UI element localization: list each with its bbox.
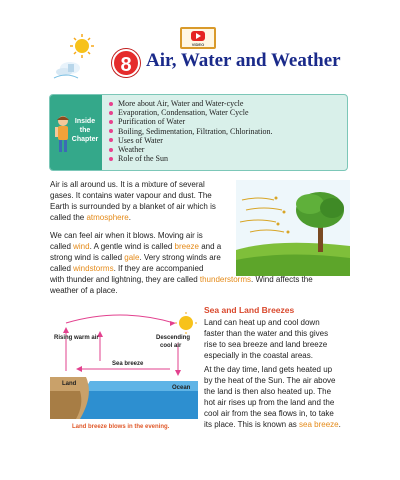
- text-line: cool air from the sea flows in, to take: [204, 409, 334, 418]
- topic-item: Uses of Water: [108, 136, 272, 145]
- term-atmosphere: atmosphere: [86, 213, 129, 222]
- term-thunderstorms: thunderstorms: [199, 275, 252, 284]
- diagram-label-ocean: Ocean: [172, 385, 191, 391]
- inside-label-line: the: [79, 127, 91, 134]
- text-line: the land is then also heated up. The: [204, 387, 332, 396]
- text-line: hot air rises up from the land and the: [204, 398, 335, 407]
- topic-item: Role of the Sun: [108, 154, 272, 163]
- topic-item: Purification of Water: [108, 117, 272, 126]
- text-line: weather of a place.: [50, 286, 118, 295]
- term-windstorms: windstorms: [73, 264, 114, 273]
- diagram-label-rising: Rising warm air: [54, 335, 99, 341]
- chapter-title: Air, Water and Weather: [146, 50, 341, 71]
- diagram-label-sea-breeze: Sea breeze: [112, 361, 144, 367]
- text-line: rise to sea breeze and land breeze: [204, 340, 328, 349]
- inside-label-line: Inside: [74, 118, 96, 125]
- term-sea-breeze: sea breeze: [299, 420, 339, 429]
- inside-panel: [50, 95, 102, 170]
- diagram-label-descending-1: Descending: [156, 335, 191, 341]
- sea-breeze-diagram: [50, 307, 198, 433]
- text-line: Land can heat up and cool down: [204, 318, 320, 327]
- video-label: VIDEO: [191, 42, 205, 47]
- section-heading: Sea and Land Breezes: [204, 305, 295, 315]
- paragraph-air: [50, 179, 232, 223]
- topic-item: Evaporation, Condensation, Water Cycle: [108, 108, 272, 117]
- text-line: called windstorms. If they are accompanied: [50, 264, 204, 273]
- text-line: gases. It contains water vapour and dust. The: [50, 191, 212, 200]
- topic-item: Weather: [108, 145, 272, 154]
- text-line: Air is all around us. It is a mixture of several: [50, 180, 205, 189]
- sun-cloud-icon: [48, 32, 98, 84]
- video-badge[interactable]: [180, 27, 216, 49]
- text-line: especially in the coastal areas.: [204, 351, 313, 360]
- text-line: We can feel air when it blows. Moving air is: [50, 231, 203, 240]
- term-gale: gale: [124, 253, 140, 262]
- chapter-number: 8: [112, 49, 140, 77]
- topic-item: Boiling, Sedimentation, Filtration, Chlorination.: [108, 127, 272, 136]
- topic-item: More about Air, Water and Water-cycle: [108, 99, 272, 108]
- text-line: Earth is surrounded by a blanket of air which is: [50, 202, 216, 211]
- paragraph-wind: [50, 230, 350, 296]
- inside-label: [68, 117, 102, 144]
- play-icon: [191, 31, 205, 41]
- inside-label-line: Chapter: [71, 136, 99, 143]
- text-line: faster than the water and this gives: [204, 329, 329, 338]
- paragraph-breeze-2: [204, 364, 350, 430]
- diagram-caption: Land breeze blows in the evening.: [72, 424, 170, 430]
- text-line: strong wind is called gale. Very strong winds are: [50, 253, 221, 262]
- text-line: with thunder and lightning, they are called thunderstorms. Wind affects the: [50, 275, 313, 284]
- inside-chapter-box: [49, 94, 348, 171]
- topic-list: [108, 99, 272, 163]
- text-line: its place. This is known as sea breeze.: [204, 420, 341, 429]
- text-line: called wind. A gentle wind is called breeze and a: [50, 242, 222, 251]
- term-wind: wind: [73, 242, 90, 251]
- text-line: At the day time, land gets heated up: [204, 365, 333, 374]
- text-line: called the atmosphere.: [50, 213, 131, 222]
- term-breeze: breeze: [174, 242, 199, 251]
- diagram-label-descending-2: cool air: [160, 343, 182, 349]
- diagram-label-land: Land: [62, 381, 77, 387]
- paragraph-breeze-1: [204, 317, 350, 361]
- text-line: by the heat of the Sun. The air above: [204, 376, 336, 385]
